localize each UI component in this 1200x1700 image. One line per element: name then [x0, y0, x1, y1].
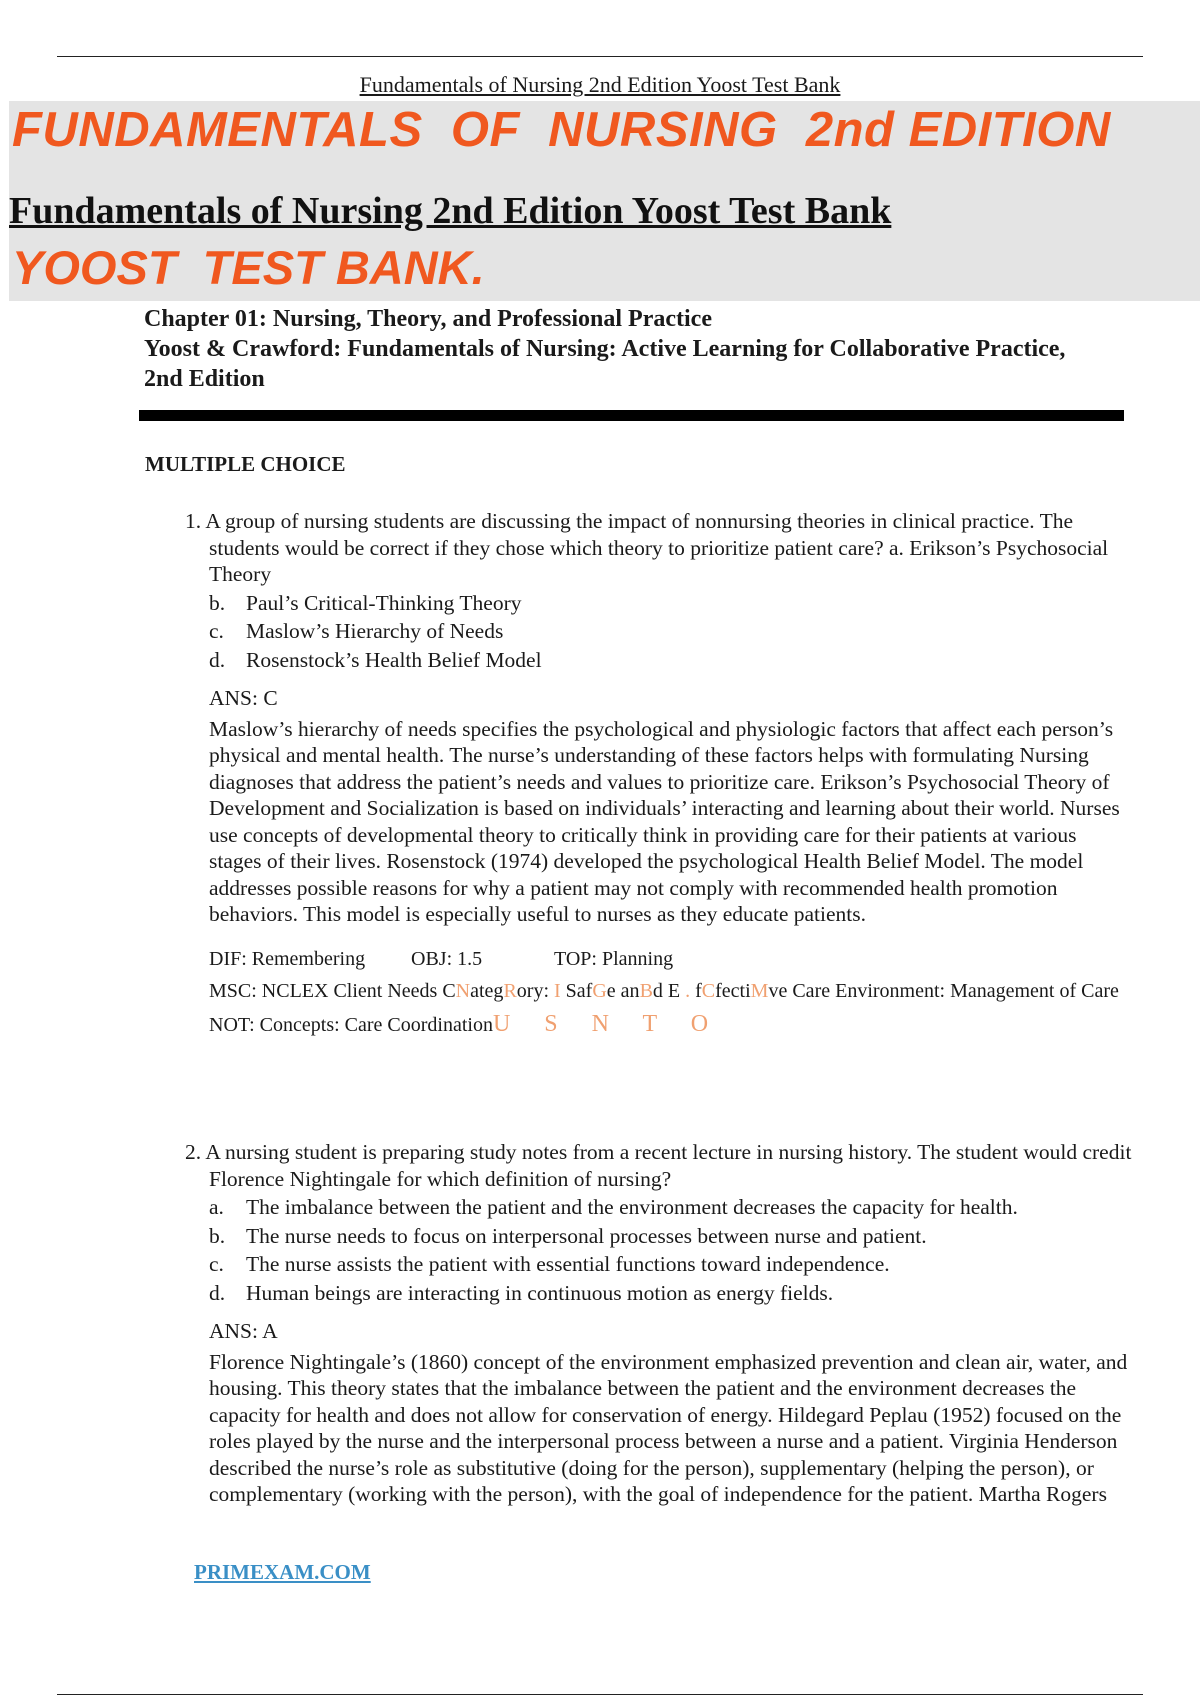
- not-line: NOT: Concepts: Care CoordinationU S N T O: [209, 1010, 723, 1037]
- chapter-title: Chapter 01: Nursing, Theory, and Professional Practice: [144, 306, 712, 332]
- primexam-link[interactable]: PRIMEXAM.COM: [194, 1560, 371, 1584]
- msc-line: MSC: NCLEX Client Needs CNategRory: I SafGe anBd E . fCfectiMve Care Environment: Management of Care: [209, 979, 1119, 1002]
- option-b: b. Paul’s Critical-Thinking Theory: [209, 590, 522, 615]
- rationale: Maslow’s hierarchy of needs specifies the psychological and physiologic factors that affect each person’s physical and mental health. The nurse’s understanding of these factors helps with formulating Nursing diagnoses that address the patient’s needs and values to prioritize care. Erikson’s Psychosocial Theory of Development and Socialization is based on individuals’ interacting and learning about their world. Nurses use concepts of developmental theory to critically think in providing care for their patients at various stages of their lives. Rosenstock (1974) developed the psychological Health Belief Model. The model addresses possible reasons for why a patient may not comply with recommended health promotion behaviors. This model is especially useful to nurses as they educate patients.: [209, 716, 1120, 926]
- option-a: a. The imbalance between the patient and the environment decreases the capacity for health.: [209, 1195, 1018, 1219]
- section-title: MULTIPLE CHOICE: [145, 452, 346, 476]
- answer-key: ANS: C: [209, 686, 278, 710]
- document-title: Fundamentals of Nursing 2nd Edition Yoost Test Bank: [9, 190, 892, 232]
- question-stem: 2. A nursing student is preparing study notes from a recent lecture in nursing history. The student would credit Florence Nightingale for which definition of nursing?: [185, 1140, 1132, 1191]
- objective: OBJ: 1.5: [411, 947, 483, 970]
- rationale: Florence Nightingale’s (1860) concept of the environment emphasized prevention and clean air, water, and housing. This theory states that the imbalance between the patient and the environment decreases the capacity for health and does not allow for conservation of energy. Hildegard Peplau (1952) focused on the roles played by the nurse and the interpersonal process between a nurse and a patient. Virginia Henderson described the nurse’s role as substitutive (doing for the person), supplementary (helping the person), or complementary (working with the person), with the goal of independence for the patient. Martha Rogers: [209, 1349, 1128, 1506]
- bottom-rule: [57, 1694, 1143, 1695]
- difficulty: DIF: Remembering: [209, 947, 366, 970]
- option-d: d. Rosenstock’s Health Belief Model: [209, 647, 542, 672]
- watermark-letters: U S N T O: [492, 1010, 723, 1037]
- top-rule: [57, 56, 1143, 57]
- running-header: Fundamentals of Nursing 2nd Edition Yoost Test Bank: [359, 72, 841, 97]
- answer-key: ANS: A: [209, 1319, 278, 1343]
- banner-title: FUNDAMENTALS OF NURSING 2nd EDITION: [12, 103, 1111, 157]
- question-1: [172, 508, 1132, 1039]
- banner-subtitle: YOOST TEST BANK.: [12, 241, 485, 294]
- option-d: d. Human beings are interacting in continuous motion as energy fields.: [209, 1280, 834, 1305]
- section-divider: [139, 410, 1124, 421]
- option-b: b. The nurse needs to focus on interpersonal processes between nurse and patient.: [209, 1223, 927, 1248]
- chapter-block: [144, 304, 1104, 394]
- option-c: c. The nurse assists the patient with essential functions toward independence.: [209, 1252, 890, 1276]
- topic: TOP: Planning: [554, 947, 674, 970]
- question-stem: 1. A group of nursing students are discussing the impact of nonnursing theories in clinical practice. The students would be correct if they chose which theory to prioritize patient care? a. Erikson’s Psychosocial Theory: [185, 509, 1109, 586]
- book-reference: Yoost & Crawford: Fundamentals of Nursing: Active Learning for Collaborative Practice, 2nd Edition: [144, 336, 1066, 392]
- question-2: [172, 1139, 1132, 1508]
- question-meta: [209, 946, 1132, 972]
- option-c: c. Maslow’s Hierarchy of Needs: [209, 619, 504, 643]
